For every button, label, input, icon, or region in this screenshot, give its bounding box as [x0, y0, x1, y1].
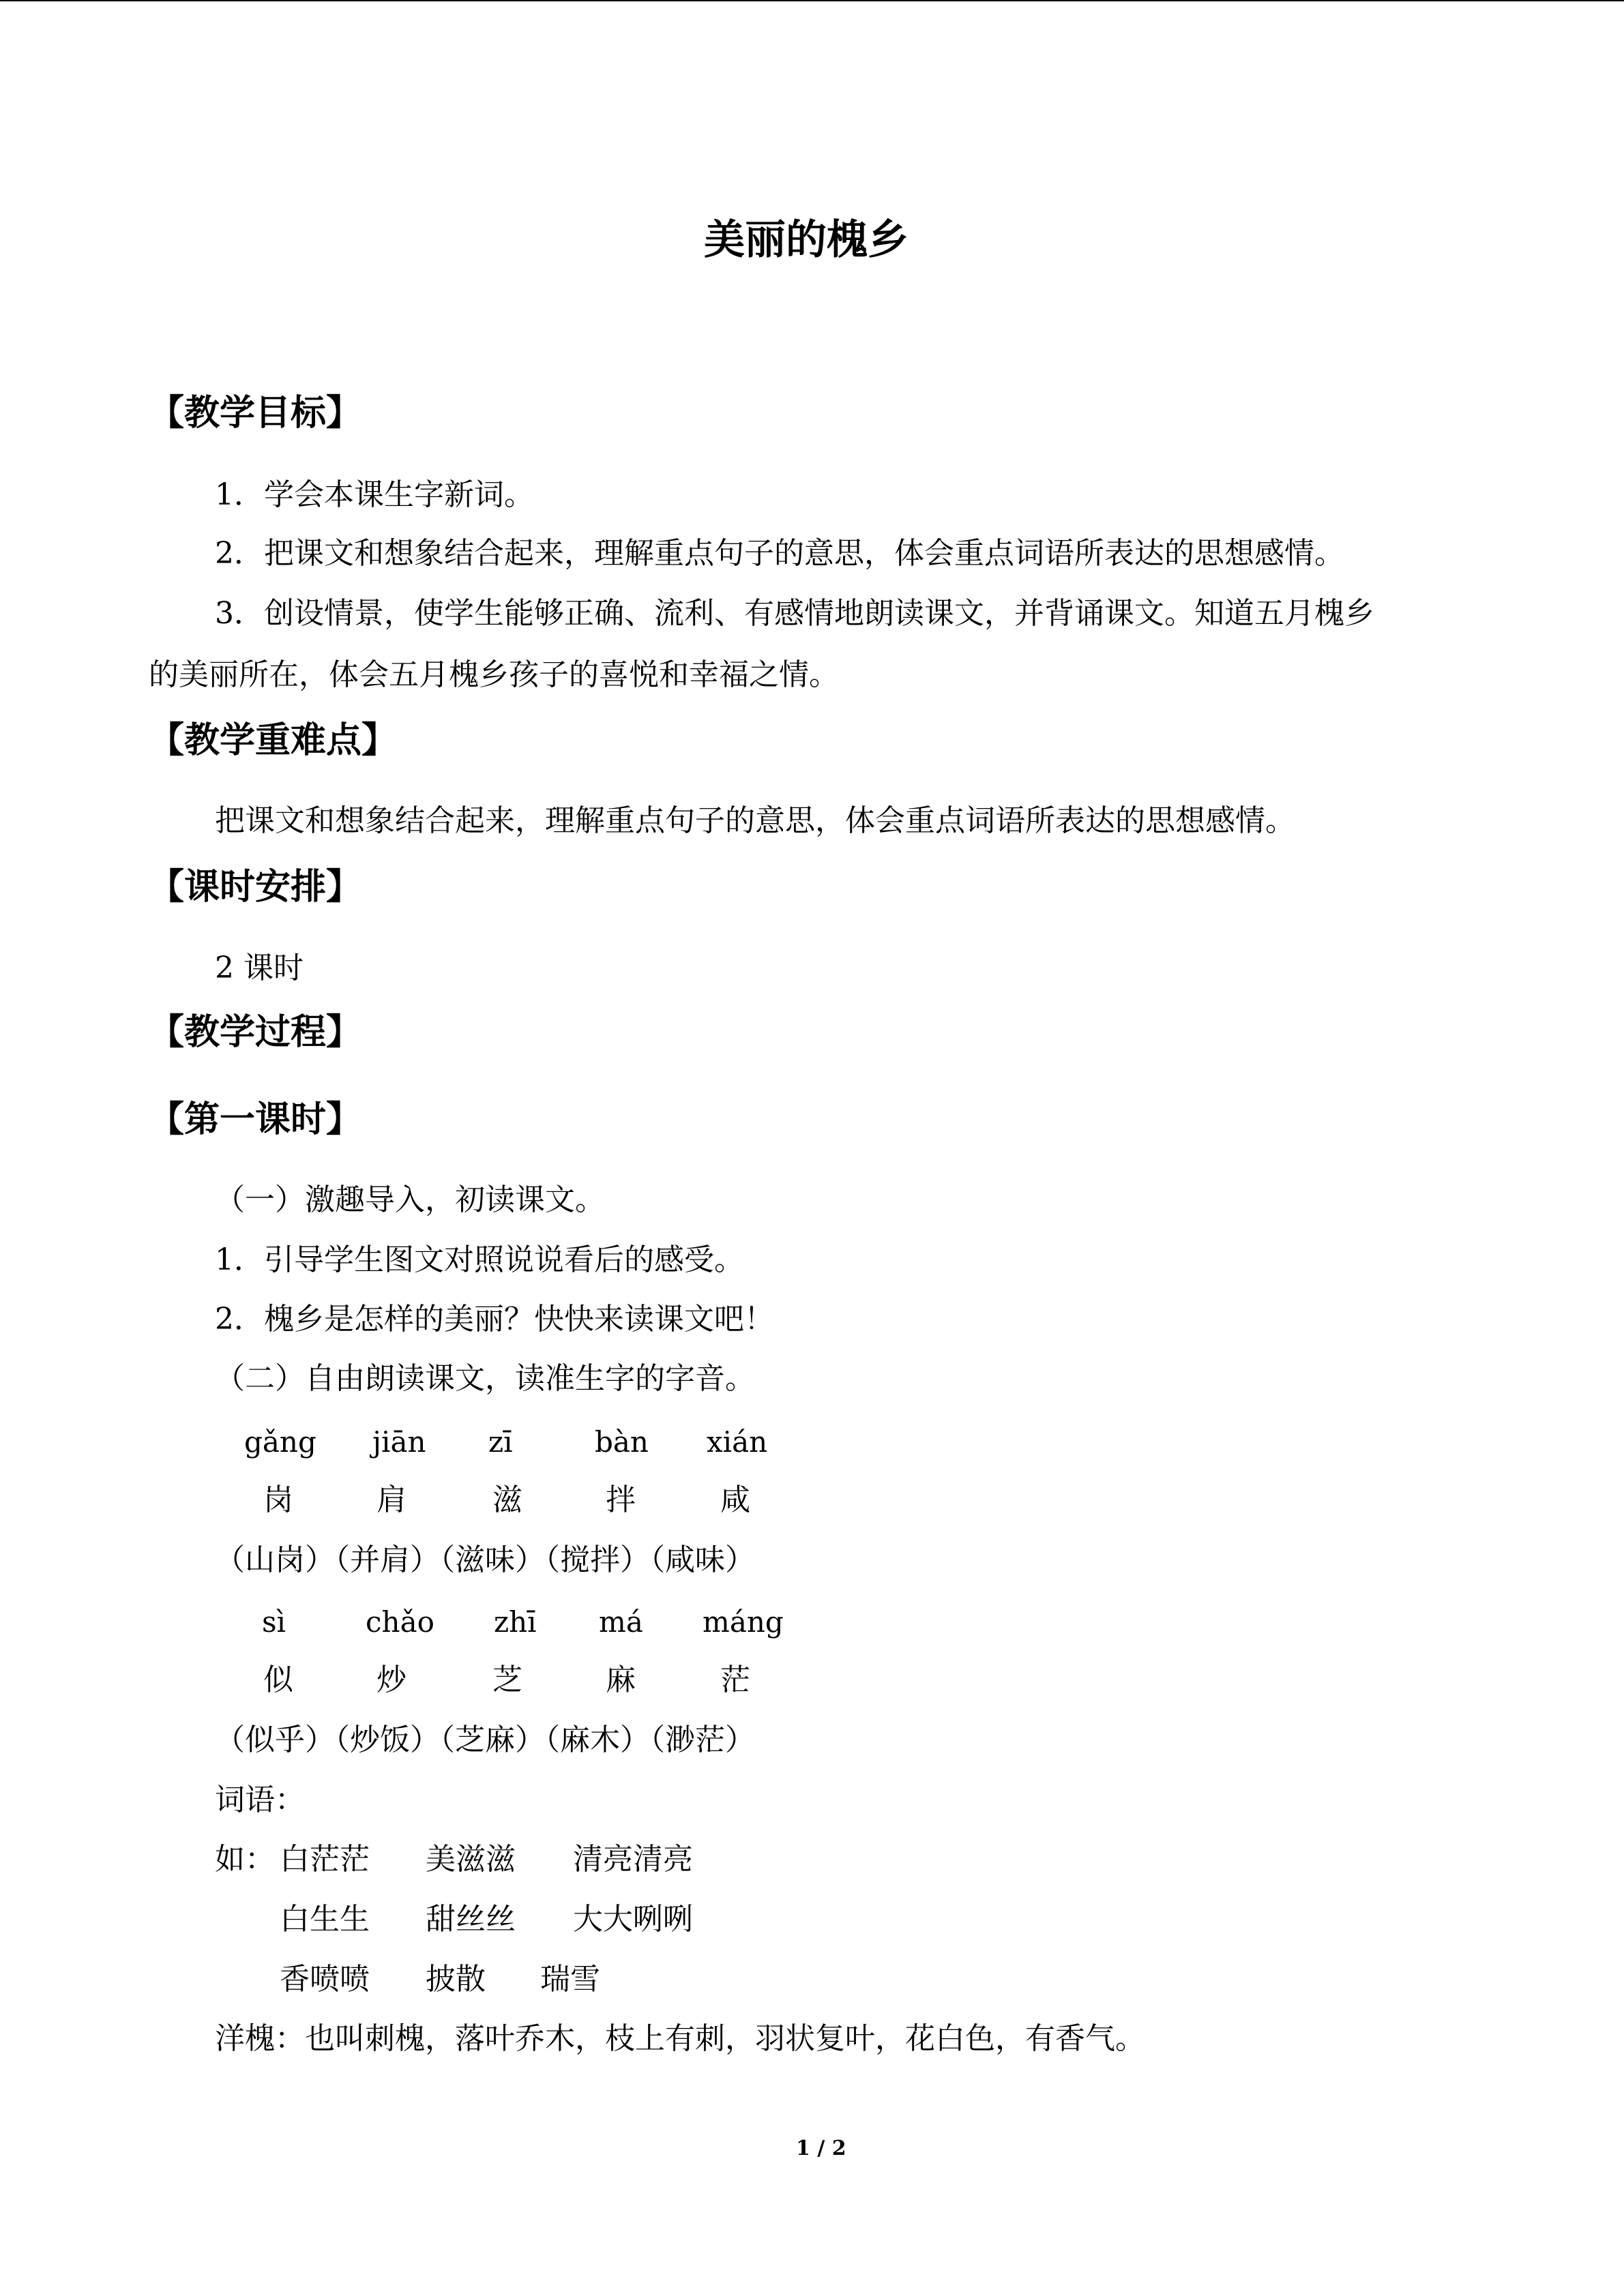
lesson-step-1: （一）激趣导入，初读课文。 — [215, 1182, 605, 1217]
char-zhi: 芝 — [492, 1663, 522, 1697]
pinyin-gang: gǎng — [244, 1425, 316, 1459]
char-mang: 茫 — [720, 1663, 750, 1697]
pinyin-mang: máng — [703, 1605, 784, 1639]
char-chao: 炒 — [377, 1663, 407, 1697]
words-group-2: （似乎）（炒饭）（芝麻）（麻木）（渺茫） — [215, 1723, 755, 1757]
goal-item-3: 3．创设情景，使学生能够正确、流利、有感情地朗读课文，并背诵课文。知道五月槐乡 — [215, 596, 1374, 631]
vocab-word: 清亮清亮 — [573, 1842, 693, 1877]
schedule-text: 2 课时 — [215, 951, 304, 985]
goal-item-1: 1．学会本课生字新词。 — [215, 477, 534, 512]
pinyin-ban: bàn — [595, 1425, 649, 1459]
heading-schedule: 【课时安排】 — [149, 867, 362, 908]
goal-item-2: 2．把课文和想象结合起来，理解重点句子的意思，体会重点词语所表达的思想感情。 — [215, 536, 1344, 571]
pinyin-xian: xián — [707, 1425, 768, 1459]
vocab-word: 披散 — [426, 1962, 486, 1997]
vocab-word: 甜丝丝 — [426, 1902, 516, 1937]
lesson-step-1-2: 2．槐乡是怎样的美丽？快快来读课文吧！ — [215, 1302, 774, 1337]
heading-first-lesson: 【第一课时】 — [149, 1099, 362, 1140]
char-si: 似 — [263, 1663, 293, 1697]
vocab-word: 白茫茫 — [280, 1842, 370, 1877]
lesson-step-1-1: 1．引导学生图文对照说说看后的感受。 — [215, 1242, 744, 1277]
char-ma: 麻 — [606, 1663, 636, 1697]
vocab-word: 香喷喷 — [280, 1962, 370, 1997]
page-title: 美丽的槐乡 — [704, 216, 909, 264]
char-gang: 岗 — [263, 1482, 293, 1517]
pinyin-chao: chǎo — [366, 1605, 434, 1639]
vocab-word: 白生生 — [280, 1902, 370, 1937]
char-ban: 拌 — [606, 1482, 636, 1517]
vocab-word: 瑞雪 — [540, 1962, 600, 1997]
pinyin-zhi: zhī — [494, 1605, 537, 1639]
vocab-word: 美滋滋 — [426, 1842, 516, 1877]
heading-key-points: 【教学重难点】 — [149, 720, 398, 761]
vocab-label: 词语： — [215, 1783, 305, 1817]
heading-teaching-process: 【教学过程】 — [149, 1012, 362, 1053]
lesson-step-2: （二）自由朗读课文，读准生字的字音。 — [215, 1361, 755, 1396]
char-xian: 咸 — [720, 1482, 750, 1517]
heading-teaching-goals: 【教学目标】 — [149, 393, 362, 434]
char-jian: 肩 — [377, 1482, 407, 1517]
pinyin-jian: jiān — [372, 1425, 426, 1459]
char-zi: 滋 — [492, 1482, 522, 1517]
words-group-1: （山岗）（并肩）（滋味）（搅拌）（咸味） — [215, 1542, 755, 1577]
pinyin-zi: zī — [488, 1425, 513, 1459]
vocab-prefix: 如： — [215, 1842, 275, 1877]
key-points-text: 把课文和想象结合起来，理解重点句子的意思，体会重点词语所表达的思想感情。 — [215, 803, 1295, 838]
goal-item-3-continued: 的美丽所在，体会五月槐乡孩子的喜悦和幸福之情。 — [149, 657, 839, 692]
top-border-line — [0, 0, 1624, 1]
pinyin-si: sì — [262, 1605, 286, 1639]
page-number: 1 / 2 — [796, 2136, 846, 2160]
note-yanghuai: 洋槐：也叫刺槐，落叶乔木，枝上有刺，羽状复叶，花白色，有香气。 — [215, 2021, 1145, 2056]
pinyin-ma: má — [599, 1605, 643, 1639]
vocab-word: 大大咧咧 — [573, 1902, 693, 1937]
